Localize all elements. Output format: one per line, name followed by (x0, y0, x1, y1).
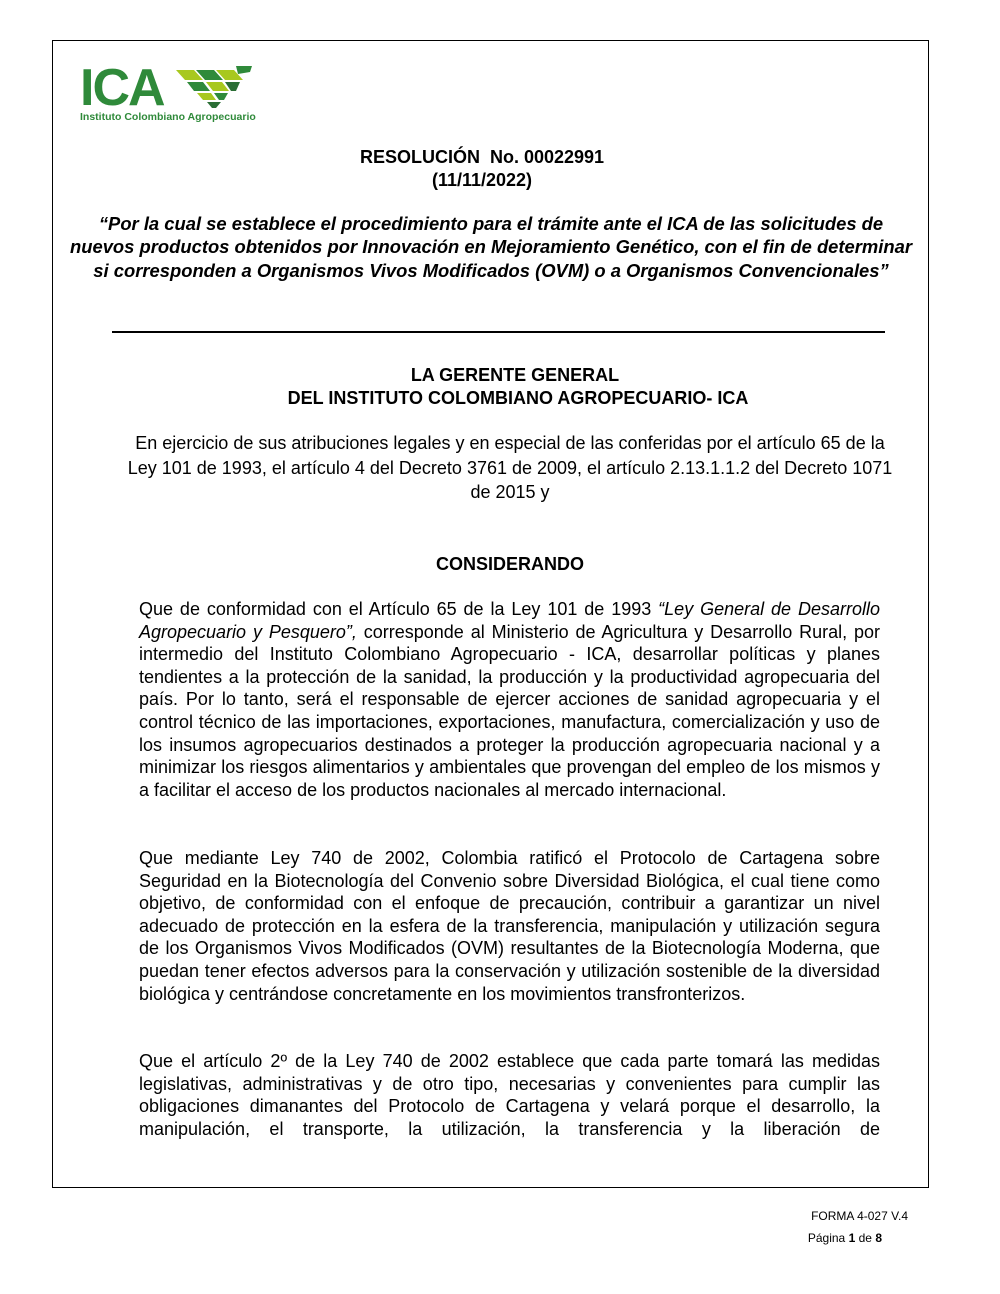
page-of: de (858, 1231, 872, 1245)
p1-rest: corresponde al Ministerio de Agricultura y Desarrollo Rural, por intermedio del Instituto Colombiano Agropecuario - ICA, desarrollar políticas y planes tendientes a la protección de la sanidad, la producción y la productividad agropecuaria del país. Por lo tanto, será el responsable de ejercer acciones de sanidad agropecuaria y el control técnico de las importaciones, exportaciones, manufactura, comercialización y uso de los insumos agropecuarios destinados a proteger la producción agropecuaria nacional y a minimizar los riesgos alimentarios y ambientales que provengan del empleo de los mismos y a facilitar el acceso de los productos nacionales al mercado internacional. (139, 621, 880, 800)
divider-line (112, 331, 885, 333)
attributions-paragraph: En ejercicio de sus atribuciones legales y en especial de las conferidas por el artículo 65 de la Ley 101 de 1993, el artículo 4 del Decreto 3761 de 2009, el artículo 2.13.1.1.2 del Decreto 1071 de 2015 y (127, 433, 893, 502)
page-current: 1 (848, 1231, 856, 1245)
form-code: FORMA 4-027 V.4 (811, 1209, 908, 1223)
p1-law-title: “Ley General de Desarrollo Agropecuario y Pesquero”, (139, 599, 881, 642)
authority-title-line1: LA GERENTE GENERAL (410, 365, 620, 385)
resolution-subject: “Por la cual se establece el procedimiento para el trámite ante el ICA de las solicitudes de nuevos productos obtenidos por Innovación en Mejoramiento Genético, con el fin de determinar si corresponden a Organismos Vivos Modificados (OVM) o a Organismos Convencionales” (70, 213, 912, 281)
authority-title-line2: DEL INSTITUTO COLOMBIANO AGROPECUARIO- ICA (287, 388, 749, 408)
page-total: 8 (875, 1231, 882, 1245)
logo-wordmark: ICA (80, 59, 164, 117)
logo-diamond-icon (176, 64, 254, 108)
p1-start: Que de conformidad con el Artículo 65 de la Ley 101 de 1993 (139, 599, 659, 619)
resolution-number: RESOLUCIÓN No. 00022991 (359, 147, 605, 167)
page-number (808, 1231, 882, 1245)
considerando-paragraph-1 (139, 598, 880, 801)
logo-subtitle: Instituto Colombiano Agropecuario (80, 111, 256, 123)
page-label: Página (807, 1231, 846, 1245)
considerando-paragraph-3: Que el artículo 2º de la Ley 740 de 2002 establece que cada parte tomará las medidas legislativas, administrativas y de otro tipo, necesarias y convenientes para cumplir las obligaciones dimanantes del Protocolo de Cartagena y velará porque el desarrollo, la manipulación, el transporte, la utilización, la transferencia y la liberación de (139, 1051, 880, 1139)
considerando-paragraph-2: Que mediante Ley 740 de 2002, Colombia ratificó el Protocolo de Cartagena sobre Seguridad en la Biotecnología del Convenio sobre Diversidad Biológica, el cual tiene como objetivo, de conformidad con el enfoque de precaución, contribuir a garantizar un nivel adecuado de protección en la esfera de la transferencia, manipulación y utilización segura de los Organismos Vivos Modificados (OVM) resultantes de la Biotecnología Moderna, que puedan tener efectos adversos para la conservación y utilización sostenible de la diversidad biológica y centrándose concretamente en los movimientos transfronterizos. (139, 848, 880, 1004)
considerando-heading: CONSIDERANDO (435, 554, 584, 574)
ica-logo (80, 59, 256, 126)
resolution-date: (11/11/2022) (431, 170, 533, 190)
